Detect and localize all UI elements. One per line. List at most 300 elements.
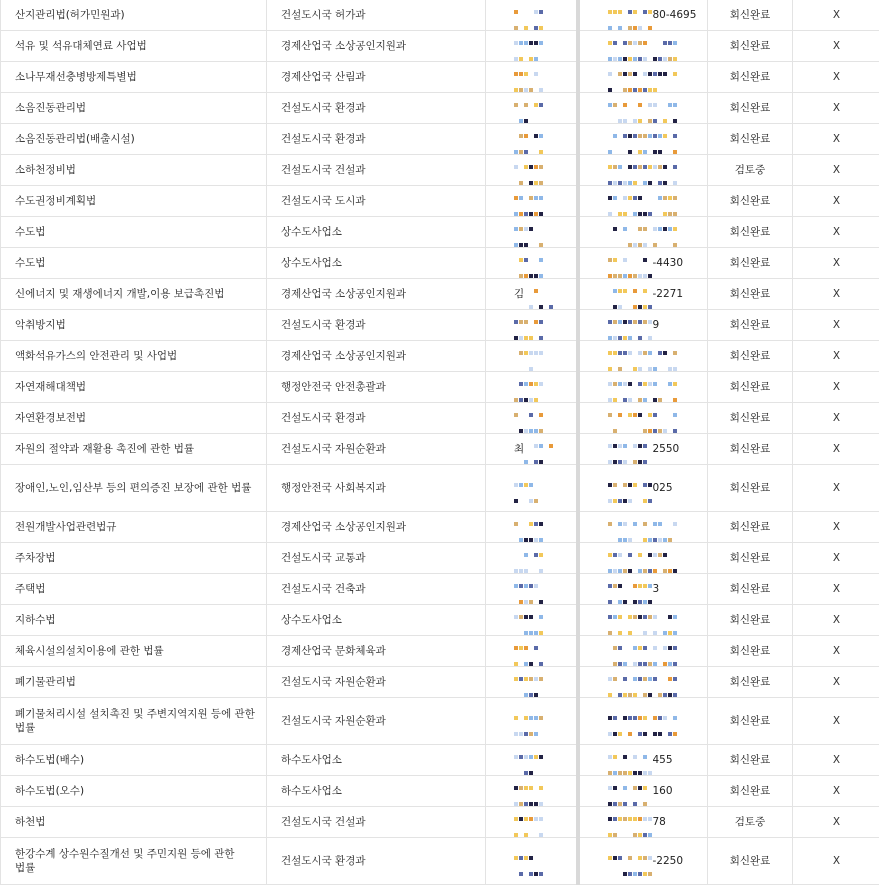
delete-button[interactable] [793,155,879,186]
name-redaction [514,677,544,688]
table-row [1,341,879,372]
phone-text: 455 [653,754,673,766]
manager-name-cell [486,512,578,543]
manager-name-cell [486,0,578,31]
law-name-cell [1,279,267,310]
law-name-cell-text: 소나무재선충병방제특별법 [15,71,137,83]
status-cell [708,636,793,667]
table-row [1,186,879,217]
manager-name-cell [486,667,578,698]
law-name-cell-text: 하천법 [15,816,45,828]
department-cell-text: 상수도사업소 [281,614,342,626]
status-cell-text: 회신완료 [730,40,771,52]
delete-button-text: X [833,754,840,766]
manager-name-cell [486,217,578,248]
manager-name-cell [486,403,578,434]
status-cell-text: 회신완료 [730,195,771,207]
status-cell [708,62,793,93]
delete-button-text: X [833,71,840,83]
department-cell-text: 경제산업국 산림과 [281,71,365,83]
law-name-cell [1,62,267,93]
manager-name-text: 김 [514,288,524,300]
status-cell [708,667,793,698]
delete-button[interactable] [793,434,879,465]
department-cell-text: 행정안전국 사회복지과 [281,482,386,494]
department-cell [267,745,486,776]
phone-redaction [608,382,678,393]
law-name-cell-text: 소음진동관리법(배출시설) [15,133,135,145]
status-cell-text: 회신완료 [730,583,771,595]
name-redaction [514,382,544,393]
status-cell-text: 회신완료 [730,855,771,867]
department-cell-text: 건설도시국 환경과 [281,855,365,867]
department-cell-text: 건설도시국 건설과 [281,164,365,176]
phone-cell [578,217,708,248]
status-cell [708,310,793,341]
department-cell [267,31,486,62]
status-cell [708,217,793,248]
manager-name-cell [486,124,578,155]
delete-button[interactable] [793,0,879,31]
law-name-cell-text: 장애인,노인,임산부 등의 편의증진 보장에 관한 법률 [15,482,251,494]
department-cell-text: 건설도시국 환경과 [281,133,365,145]
law-name-cell-text: 수도법 [15,226,45,238]
law-name-cell-text: 자연재해대책법 [15,381,86,393]
phone-cell [578,155,708,186]
status-cell [708,543,793,574]
law-name-cell [1,403,267,434]
table-row [1,310,879,341]
phone-redaction [608,103,678,114]
department-cell [267,512,486,543]
delete-button-text: X [833,521,840,533]
phone-cell [578,574,708,605]
phone-text: 80-4695 [653,9,697,21]
delete-button[interactable] [793,543,879,574]
status-cell-text: 회신완료 [730,715,771,727]
phone-cell [578,543,708,574]
manager-name-cell [486,186,578,217]
department-cell [267,465,486,512]
delete-button-text: X [833,583,840,595]
phone-redaction [608,351,678,362]
law-name-cell-text: 소하천정비법 [15,164,76,176]
delete-button-text: X [833,195,840,207]
name-redaction [514,196,544,207]
department-cell [267,574,486,605]
name-redaction [514,584,544,595]
delete-button-text: X [833,40,840,52]
review-table-body [1,0,879,885]
status-cell-text: 회신완료 [730,133,771,145]
status-cell [708,776,793,807]
status-cell-text: 회신완료 [730,319,771,331]
status-cell-text: 회신완료 [730,288,771,300]
delete-button-text: X [833,381,840,393]
department-cell-text: 행정안전국 안전총괄과 [281,381,386,393]
manager-name-cell [486,155,578,186]
name-redaction [514,716,544,727]
name-redaction [514,817,544,828]
phone-cell [578,605,708,636]
delete-button[interactable] [793,341,879,372]
law-name-cell-text: 주차장법 [15,552,56,564]
name-redaction [514,483,544,494]
phone-redaction [608,522,678,533]
status-cell-text: 회신완료 [730,754,771,766]
department-cell [267,341,486,372]
phone-cell [578,248,708,279]
status-cell [708,31,793,62]
phone-redaction [608,856,653,867]
delete-button-text: X [833,645,840,657]
delete-button-text: X [833,676,840,688]
table-row [1,807,879,838]
status-cell-text: 회신완료 [730,614,771,626]
name-redaction [514,786,544,797]
department-cell [267,155,486,186]
name-redaction [524,289,554,300]
delete-button[interactable] [793,776,879,807]
delete-button[interactable] [793,124,879,155]
phone-redaction [608,10,653,21]
phone-redaction [608,553,678,564]
table-row [1,217,879,248]
department-cell [267,124,486,155]
status-cell [708,0,793,31]
table-row [1,776,879,807]
table-row [1,667,879,698]
status-cell [708,698,793,745]
status-cell-text: 회신완료 [730,676,771,688]
phone-cell [578,372,708,403]
department-cell-text: 경제산업국 소상공인지원과 [281,288,406,300]
delete-button-text: X [833,226,840,238]
department-cell-text: 상수도사업소 [281,226,342,238]
manager-name-cell [486,807,578,838]
table-row [1,745,879,776]
department-cell [267,0,486,31]
status-cell-text: 회신완료 [730,785,771,797]
department-cell-text: 건설도시국 교통과 [281,552,365,564]
law-name-cell-text: 소음진동관리법 [15,102,86,114]
department-cell-text: 건설도시국 건축과 [281,583,365,595]
manager-name-cell [486,745,578,776]
phone-cell [578,434,708,465]
department-cell [267,403,486,434]
department-cell-text: 건설도시국 환경과 [281,102,365,114]
delete-button-text: X [833,855,840,867]
delete-button-text: X [833,482,840,494]
delete-button-text: X [833,9,840,21]
delete-button-text: X [833,257,840,269]
phone-cell [578,838,708,885]
law-name-cell-text: 수도권정비계획법 [15,195,96,207]
phone-redaction [608,584,653,595]
department-cell-text: 하수도사업소 [281,785,342,797]
delete-button[interactable] [793,372,879,403]
status-cell [708,372,793,403]
law-name-cell-text: 석유 및 석유대체연료 사업법 [15,40,147,52]
status-cell-text: 회신완료 [730,645,771,657]
table-row [1,0,879,31]
delete-button-text: X [833,102,840,114]
department-cell-text: 경제산업국 문화체육과 [281,645,386,657]
phone-cell [578,341,708,372]
phone-redaction [608,41,678,52]
status-cell [708,465,793,512]
name-redaction [514,755,544,766]
delete-button[interactable] [793,667,879,698]
status-cell [708,605,793,636]
table-row [1,465,879,512]
manager-name-text: 최 [514,443,524,455]
manager-name-cell [486,776,578,807]
status-cell [708,186,793,217]
department-cell [267,605,486,636]
phone-cell [578,807,708,838]
phone-redaction [608,413,678,424]
law-name-cell [1,372,267,403]
manager-name-cell [486,341,578,372]
delete-button[interactable] [793,248,879,279]
delete-button-text: X [833,715,840,727]
delete-button[interactable] [793,31,879,62]
phone-text: 025 [653,482,673,494]
name-redaction [524,444,554,455]
status-cell-text: 회신완료 [730,102,771,114]
law-name-cell [1,776,267,807]
status-cell-text: 회신완료 [730,443,771,455]
department-cell [267,372,486,403]
law-name-cell [1,341,267,372]
status-cell [708,745,793,776]
delete-button[interactable] [793,62,879,93]
delete-button[interactable] [793,465,879,512]
phone-cell [578,93,708,124]
phone-redaction [608,320,653,331]
name-redaction [514,522,544,533]
law-name-cell [1,574,267,605]
law-name-cell-text: 액화석유가스의 안전관리 및 사업법 [15,350,177,362]
status-cell-text: 회신완료 [730,552,771,564]
table-row [1,372,879,403]
delete-button[interactable] [793,605,879,636]
law-name-cell-text: 전원개발사업관련법규 [15,521,116,533]
status-cell-text: 검토중 [735,164,765,176]
status-cell-text: 회신완료 [730,71,771,83]
manager-name-cell [486,543,578,574]
name-redaction [514,103,544,114]
name-redaction [514,553,544,564]
phone-redaction [608,755,653,766]
manager-name-cell [486,62,578,93]
phone-redaction [608,786,653,797]
law-name-cell-text: 폐기물관리법 [15,676,76,688]
status-cell [708,248,793,279]
delete-button[interactable] [793,403,879,434]
phone-cell [578,512,708,543]
delete-button-text: X [833,164,840,176]
phone-redaction [608,134,678,145]
delete-button-text: X [833,614,840,626]
department-cell-text: 건설도시국 도시과 [281,195,365,207]
phone-cell [578,745,708,776]
status-cell [708,434,793,465]
manager-name-cell [486,31,578,62]
delete-button[interactable] [793,838,879,885]
delete-button-text: X [833,552,840,564]
delete-button[interactable] [793,636,879,667]
delete-button-text: X [833,288,840,300]
department-cell [267,434,486,465]
status-cell-text: 회신완료 [730,9,771,21]
law-name-cell [1,217,267,248]
table-row [1,574,879,605]
phone-text: 78 [653,816,666,828]
phone-cell [578,62,708,93]
phone-cell [578,186,708,217]
department-cell [267,279,486,310]
law-name-cell [1,512,267,543]
law-name-cell [1,248,267,279]
name-redaction [514,227,544,238]
name-redaction [514,72,544,83]
department-cell-text: 건설도시국 환경과 [281,412,365,424]
status-cell-text: 회신완료 [730,226,771,238]
law-name-cell-text: 하수도법(배수) [15,754,84,766]
delete-button[interactable] [793,698,879,745]
law-name-cell [1,465,267,512]
table-row [1,279,879,310]
manager-name-cell [486,605,578,636]
delete-button[interactable] [793,807,879,838]
status-cell [708,574,793,605]
table-row [1,248,879,279]
phone-redaction [608,196,678,207]
phone-redaction [608,227,678,238]
manager-name-cell [486,279,578,310]
department-cell [267,698,486,745]
name-redaction [514,165,544,176]
status-cell-text: 회신완료 [730,412,771,424]
phone-cell [578,636,708,667]
law-name-cell [1,186,267,217]
table-row [1,93,879,124]
delete-button-text: X [833,412,840,424]
law-name-cell [1,838,267,885]
phone-redaction [608,483,653,494]
delete-button[interactable] [793,512,879,543]
delete-button-text: X [833,350,840,362]
department-cell [267,248,486,279]
table-row [1,512,879,543]
manager-name-cell [486,248,578,279]
status-cell [708,341,793,372]
delete-button[interactable] [793,279,879,310]
department-cell [267,667,486,698]
delete-button[interactable] [793,745,879,776]
phone-redaction [608,165,678,176]
phone-text: 3 [653,583,660,595]
department-cell [267,62,486,93]
phone-cell [578,124,708,155]
delete-button[interactable] [793,186,879,217]
table-row [1,605,879,636]
law-name-cell [1,698,267,745]
law-name-cell-text: 산지관리법(허가민원과) [15,9,125,21]
law-name-cell-text: 체육시설의설치이용에 관한 법률 [15,645,164,657]
manager-name-cell [486,574,578,605]
department-cell [267,217,486,248]
phone-text: 160 [653,785,673,797]
department-cell-text: 건설도시국 자원순환과 [281,443,386,455]
status-cell-text: 회신완료 [730,257,771,269]
department-cell-text: 상수도사업소 [281,257,342,269]
delete-button[interactable] [793,574,879,605]
phone-redaction [608,258,653,269]
delete-button[interactable] [793,310,879,341]
law-name-cell-text: 자연환경보전법 [15,412,86,424]
department-cell [267,776,486,807]
manager-name-cell [486,372,578,403]
phone-text: 9 [653,319,660,331]
status-cell [708,512,793,543]
delete-button-text: X [833,133,840,145]
phone-cell [578,465,708,512]
status-cell-text: 회신완료 [730,350,771,362]
status-cell [708,155,793,186]
department-cell-text: 건설도시국 자원순환과 [281,676,386,688]
phone-redaction [608,677,678,688]
delete-button[interactable] [793,217,879,248]
table-row [1,838,879,885]
phone-cell [578,698,708,745]
delete-button-text: X [833,319,840,331]
department-cell-text: 경제산업국 소상공인지원과 [281,350,406,362]
law-name-cell-text: 신에너지 및 재생에너지 개발,이용 보급촉진법 [15,288,224,300]
department-cell-text: 경제산업국 소상공인지원과 [281,521,406,533]
phone-redaction [608,646,678,657]
delete-button[interactable] [793,93,879,124]
law-name-cell-text: 하수도법(오수) [15,785,84,797]
phone-cell [578,31,708,62]
department-cell [267,543,486,574]
law-name-cell [1,543,267,574]
table-row [1,543,879,574]
name-redaction [514,856,544,867]
law-name-cell [1,310,267,341]
phone-redaction [608,444,653,455]
phone-redaction [608,289,653,300]
delete-button-text: X [833,443,840,455]
phone-redaction [608,72,678,83]
phone-cell [578,776,708,807]
status-cell [708,838,793,885]
table-row [1,403,879,434]
phone-cell [578,279,708,310]
law-name-cell-text: 수도법 [15,257,45,269]
law-name-cell [1,0,267,31]
law-name-cell-text: 악취방지법 [15,319,66,331]
delete-button-text: X [833,785,840,797]
table-row [1,434,879,465]
manager-name-cell [486,93,578,124]
law-name-cell-text: 한강수계 상수원수질개선 및 주민지원 등에 관한 법률 [15,848,235,874]
law-name-cell-text: 지하수법 [15,614,56,626]
department-cell [267,838,486,885]
department-cell-text: 건설도시국 환경과 [281,319,365,331]
